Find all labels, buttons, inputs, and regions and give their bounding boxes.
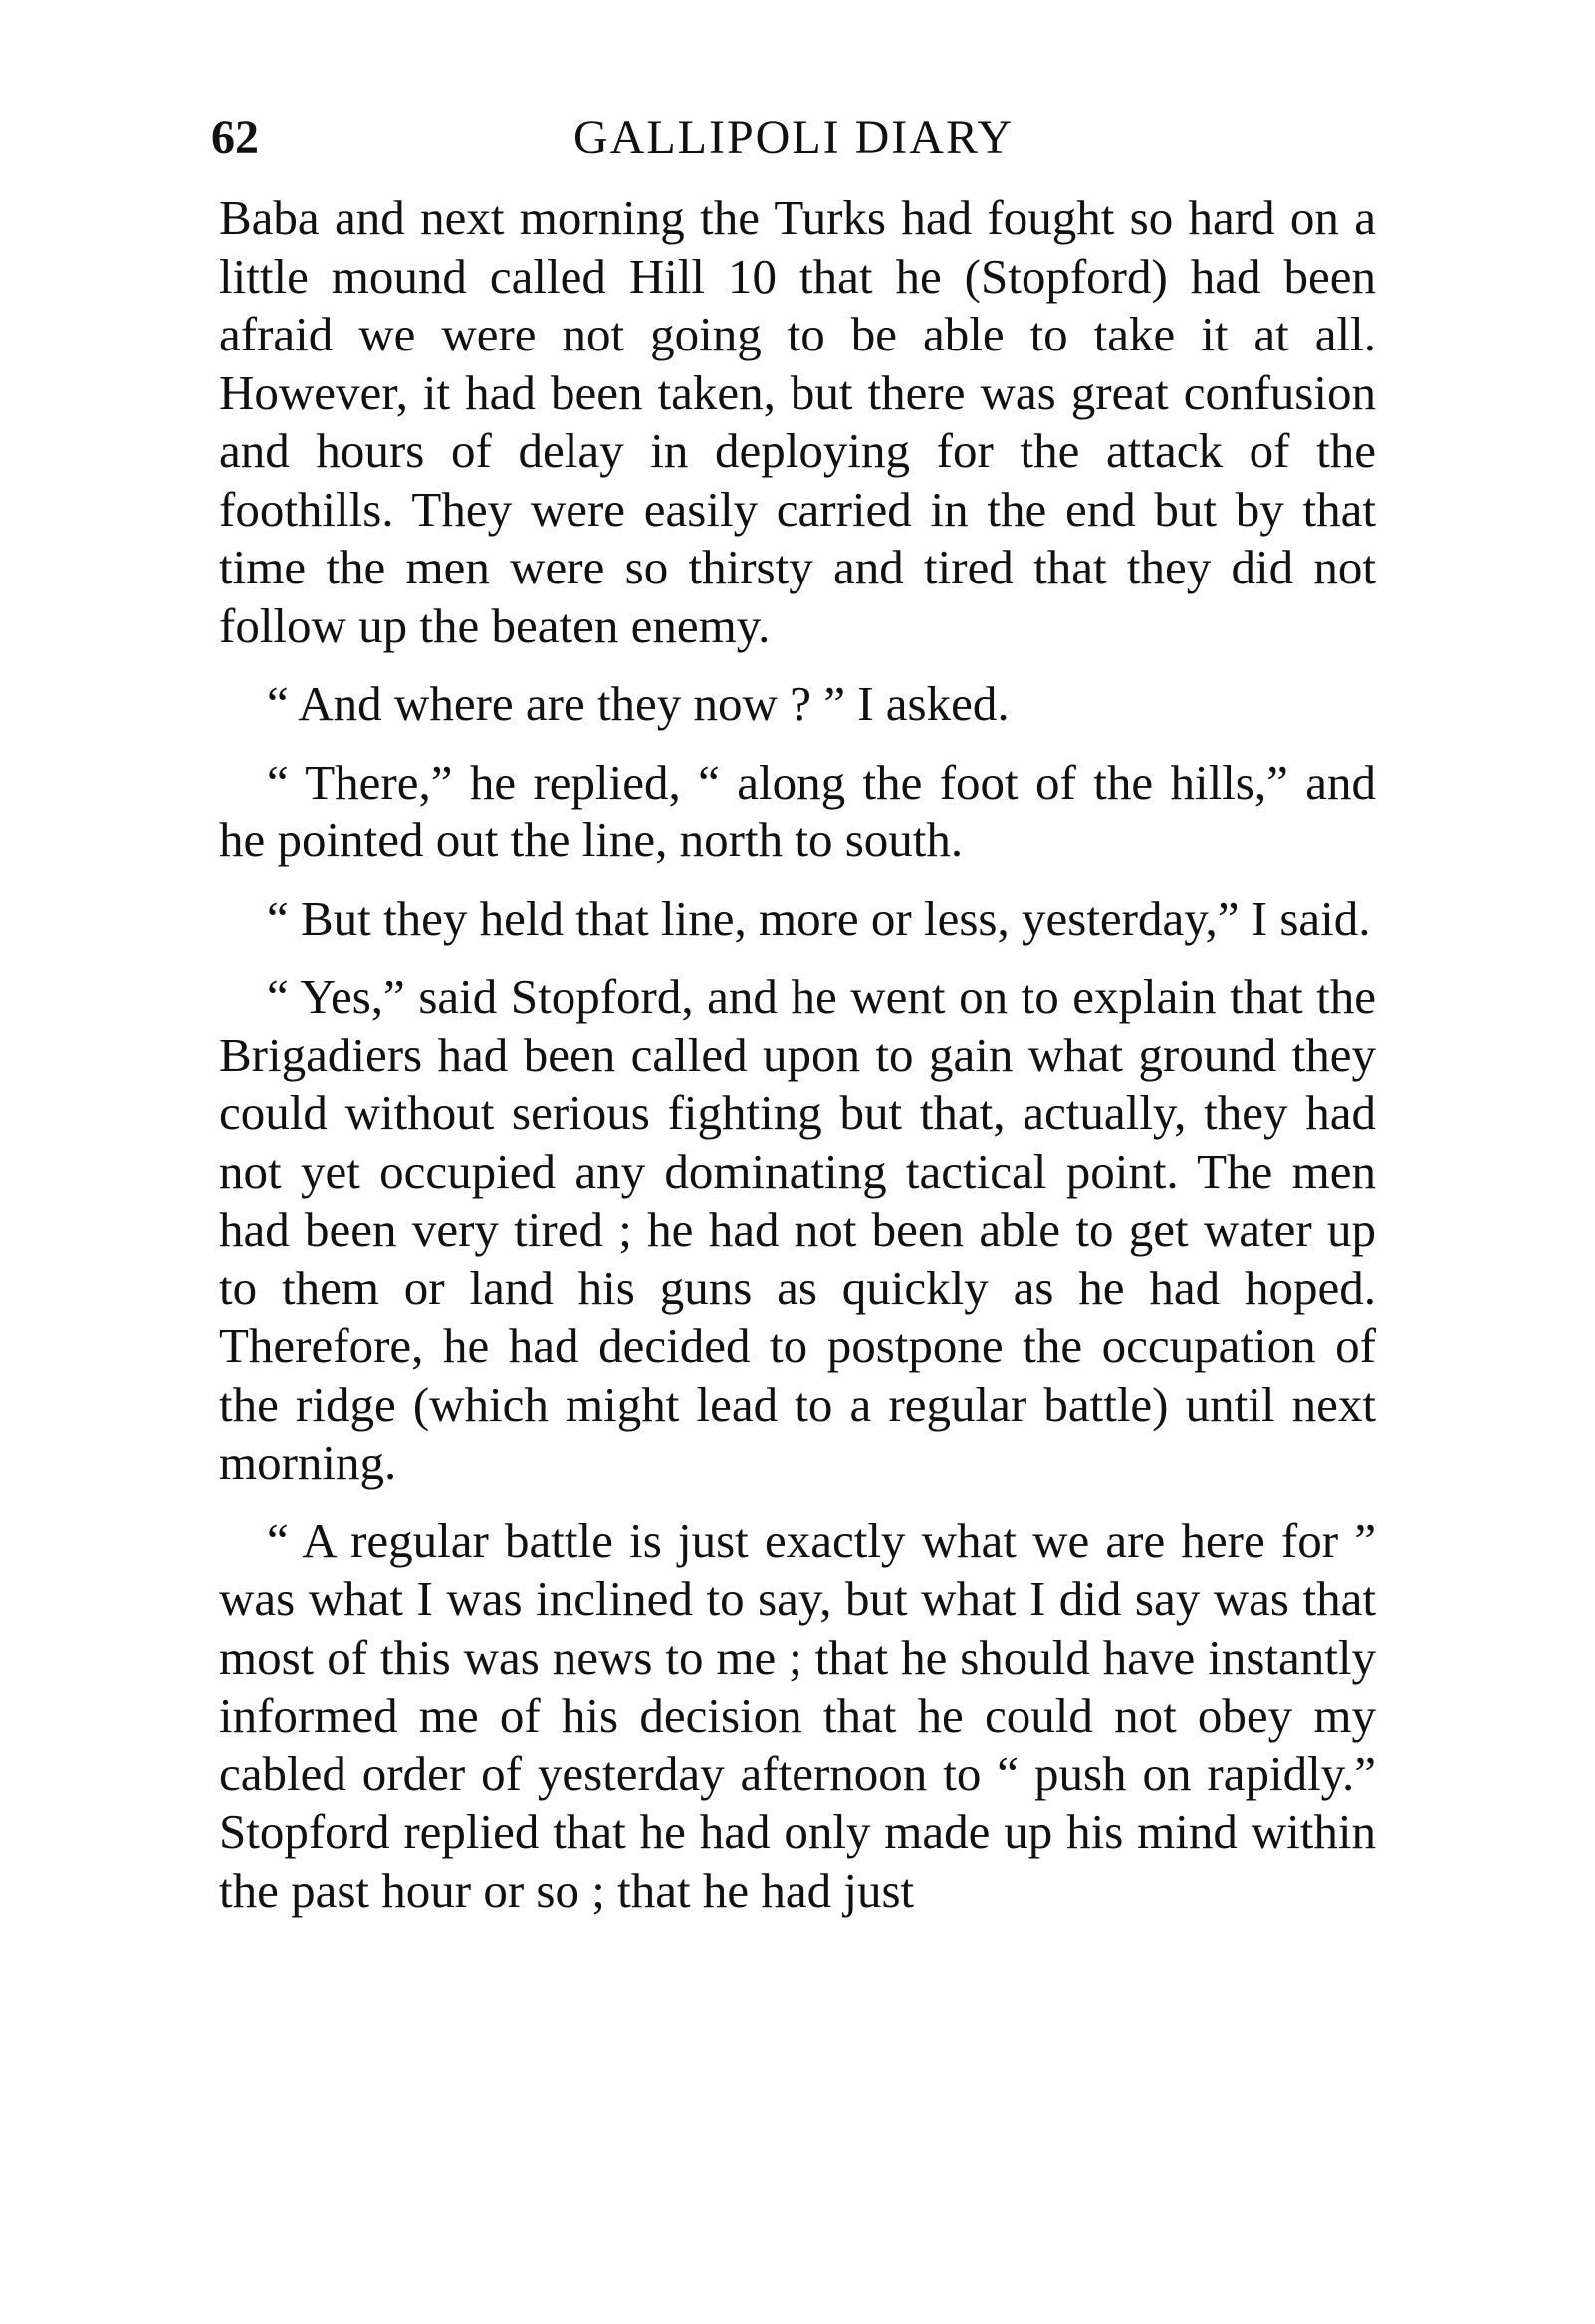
paragraph: “ A regular battle is just exactly what we are here for ” was what I was inclined to say, but what I did say was that most of this was news to me ; that he should have instantly informed me of his decision that he could not obey my cabled order of yesterday afternoon to “ push on rapidly.” Stopford replied that he had only made up his mind within the past hour or so ; that he had just xyxy=(219,1512,1376,1918)
running-title: GALLIPOLI DIARY xyxy=(573,112,1014,164)
page-number: 62 xyxy=(211,112,259,164)
running-head xyxy=(211,104,1376,173)
paragraph: “ But they held that line, more or less, yesterday,” I said. xyxy=(267,890,1371,946)
paragraph: “ There,” he replied, “ along the foot of the hills,” and he pointed out the line, north to south. xyxy=(219,754,1376,867)
paragraph: “ Yes,” said Stopford, and he went on to explain that the Brigadiers had been called upon to gain what ground they could without serious fighting but that, actually, they had not yet occupied any dominating tactical point. The men had been very tired ; he had not been able to get water up to them or land his guns as quickly as he had hoped. Therefore, he had decided to postpone the occupation of the ridge (which might lead to a regular battle) until next morning. xyxy=(219,969,1376,1490)
paragraph: Baba and next morning the Turks had fought so hard on a little mound called Hill 10 that he (Stopford) had been afraid we were not going to be able to take it at all. However, it had been taken, but there was great confusion and hours of delay in deploying for the attack of the foothills. They were easily carried in the end but by that time the men were so thirsty and tired that they did not follow up the beaten enemy. xyxy=(219,190,1376,653)
paragraph: “ And where are they now ? ” I asked. xyxy=(267,676,1010,731)
body-text xyxy=(219,189,1376,1940)
